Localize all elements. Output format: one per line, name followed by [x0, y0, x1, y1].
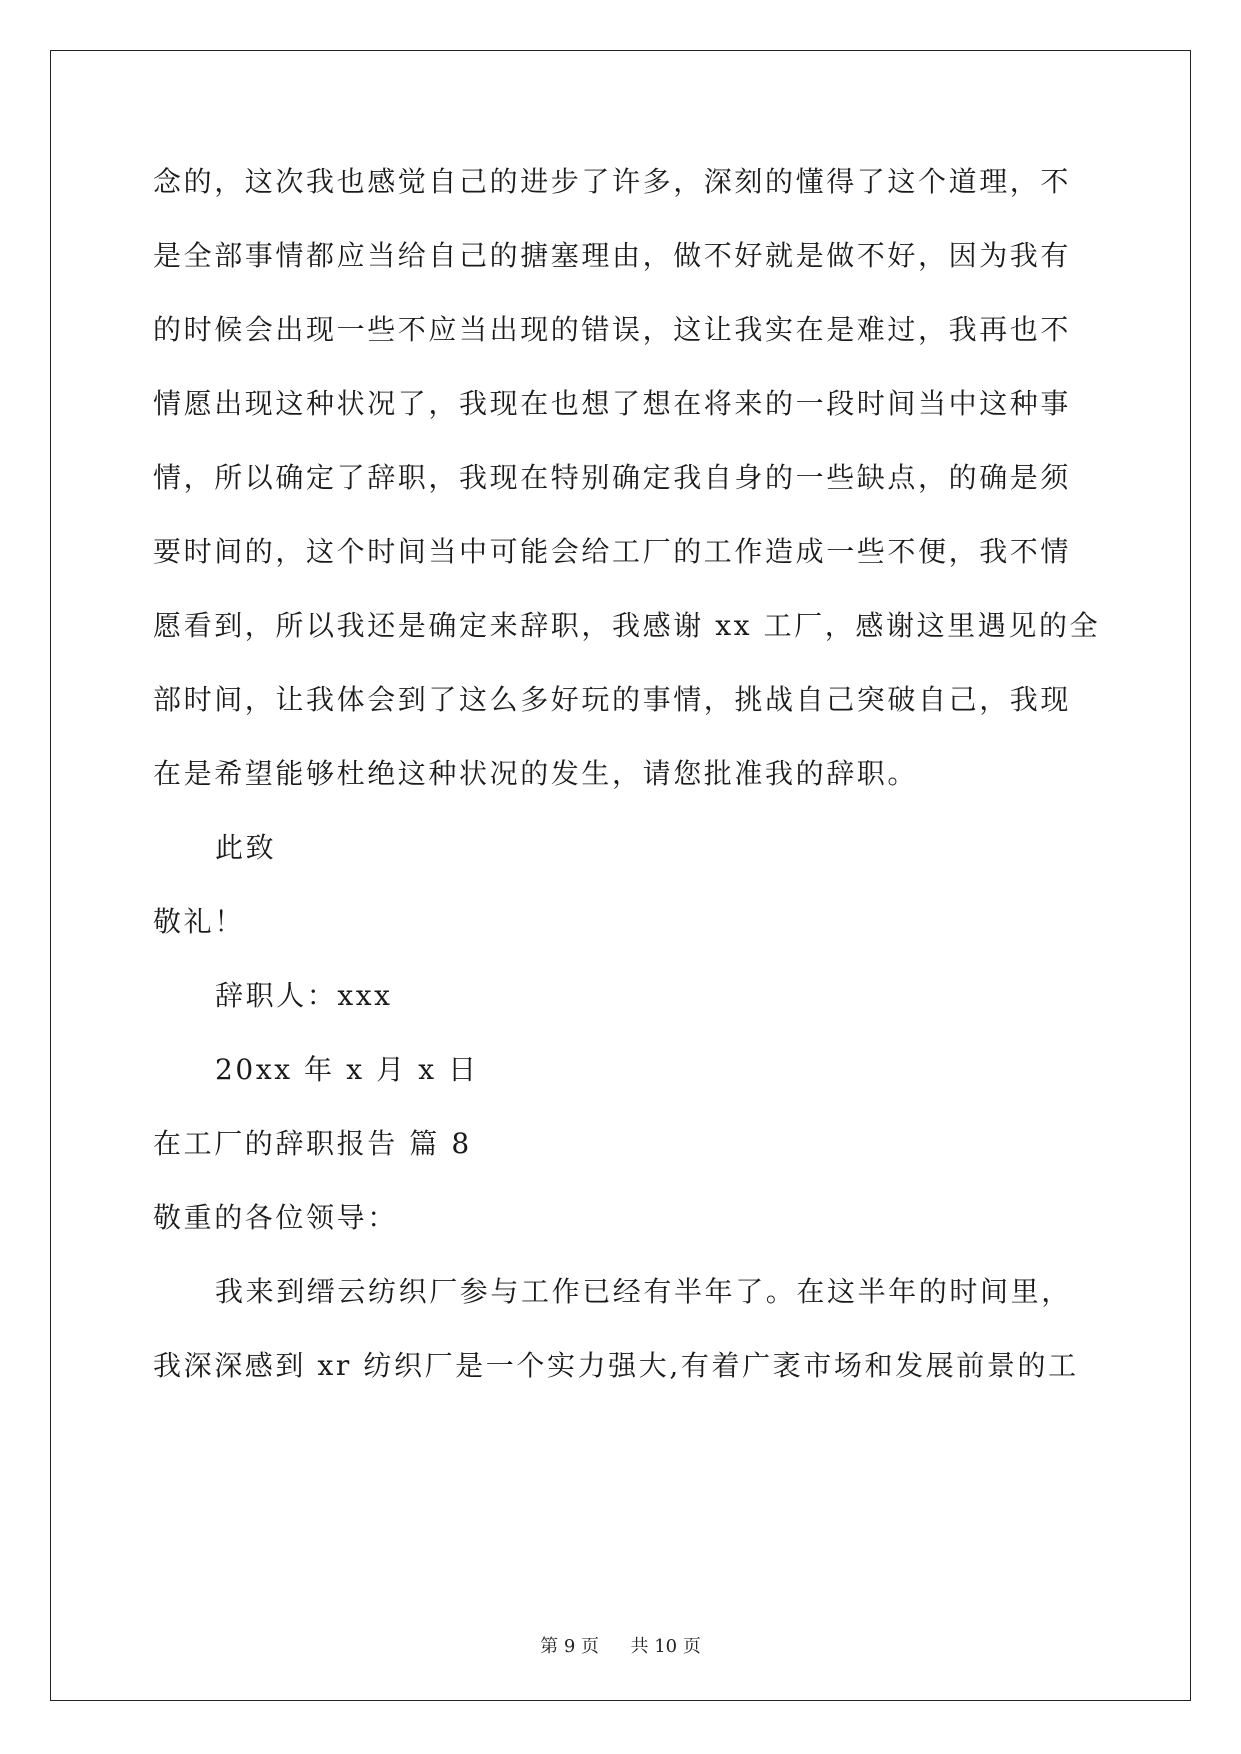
- signature: 辞职人：xxx: [215, 979, 393, 1012]
- closing-jingli: 敬礼！: [153, 905, 245, 938]
- body-line-4: 情愿出现这种状况了，我现在也想了想在将来的一段时间当中这种事: [153, 387, 1072, 420]
- closing-cizhi: 此致: [215, 831, 277, 864]
- date: 20xx 年 x 月 x 日: [215, 1053, 479, 1086]
- section-title: 在工厂的辞职报告 篇 8: [153, 1127, 472, 1160]
- body-line-6: 要时间的，这个时间当中可能会给工厂的工作造成一些不便，我不情: [153, 535, 1072, 568]
- para2-line-1: 我来到缙云纺织厂参与工作已经有半年了。在这半年的时间里，: [215, 1275, 1072, 1308]
- page-frame: [50, 50, 1191, 1701]
- body-line-2: 是全部事情都应当给自己的搪塞理由，做不好就是做不好，因为我有: [153, 239, 1072, 272]
- para2-line-2: 我深深感到 xr 纺织厂是一个实力强大,有着广袤市场和发展前景的工: [153, 1349, 1079, 1382]
- body-line-5: 情，所以确定了辞职，我现在特别确定我自身的一些缺点，的确是须: [153, 461, 1072, 494]
- page-footer: [0, 1636, 1241, 1658]
- body-line-8: 部时间，让我体会到了这么多好玩的事情，挑战自己突破自己，我现: [153, 683, 1072, 716]
- page-number: 第 9 页: [540, 1636, 600, 1657]
- body-line-3: 的时候会出现一些不应当出现的错误，这让我实在是难过，我再也不: [153, 313, 1072, 346]
- body-line-1: 念的，这次我也感觉自己的进步了许多，深刻的懂得了这个道理，不: [153, 165, 1072, 198]
- body-line-7: 愿看到，所以我还是确定来辞职，我感谢 xx 工厂，感谢这里遇见的全: [153, 609, 1101, 642]
- salutation: 敬重的各位领导：: [153, 1201, 398, 1234]
- page-total: 共 10 页: [630, 1636, 701, 1657]
- body-line-9: 在是希望能够杜绝这种状况的发生，请您批准我的辞职。: [153, 757, 919, 790]
